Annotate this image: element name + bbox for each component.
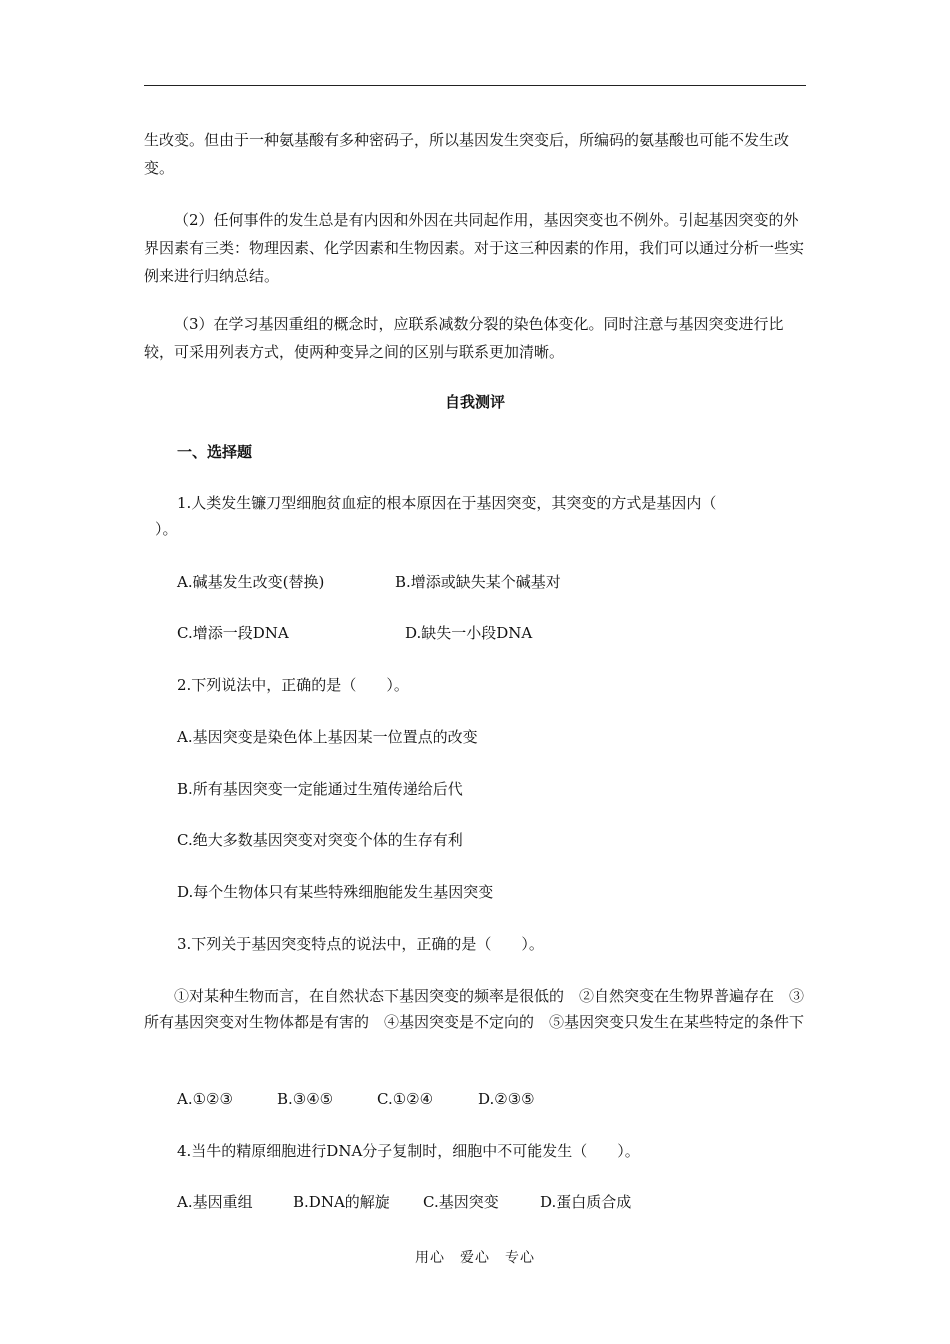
page-footer: 用心 爱心 专心 bbox=[415, 1250, 535, 1266]
part-title: 一、选择题 bbox=[177, 443, 253, 461]
section-title: 自我测评 bbox=[444, 393, 505, 411]
paragraph-2: （2）任何事件的发生总是有内因和外因在共同起作用，基因突变也不例外。引起基因突变的外界因素有三类：物理因素、化学因素和生物因素。对于这三种因素的作用，我们可以通过分析一些实例来进行归纳总结。 bbox=[144, 211, 805, 285]
header-rule bbox=[144, 85, 806, 86]
question-3-option-d: D.②③⑤ bbox=[478, 1090, 535, 1108]
question-3-option-a: A.①②③ bbox=[177, 1090, 233, 1108]
question-4-option-d: D.蛋白质合成 bbox=[540, 1193, 632, 1211]
question-1-stem-line1: 1.人类发生镰刀型细胞贫血症的根本原因在于基因突变，其突变的方式是基因内（ bbox=[177, 494, 717, 512]
question-3-option-b: B.③④⑤ bbox=[277, 1090, 334, 1108]
question-4-option-a: A.基因重组 bbox=[177, 1193, 253, 1211]
question-4-stem: 4.当牛的精原细胞进行DNA分子复制时，细胞中不可能发生（ ）。 bbox=[177, 1142, 640, 1160]
question-2-option-b: B.所有基因突变一定能通过生殖传递给后代 bbox=[177, 780, 463, 798]
question-2-stem: 2.下列说法中，正确的是（ ）。 bbox=[177, 676, 409, 694]
question-3-option-c: C.①②④ bbox=[377, 1090, 434, 1108]
question-1-option-b: B.增添或缺失某个碱基对 bbox=[395, 573, 561, 591]
paragraph-3: （3）在学习基因重组的概念时，应联系减数分裂的染色体变化。同时注意与基因突变进行比较，可采用列表方式，使两种变异之间的区别与联系更加清晰。 bbox=[144, 315, 784, 361]
question-2-option-d: D.每个生物体只有某些特殊细胞能发生基因突变 bbox=[177, 883, 494, 901]
question-1-stem-line2: ）。 bbox=[155, 520, 178, 538]
question-4-option-b: B.DNA的解旋 bbox=[293, 1193, 390, 1211]
question-3-statements: ①对某种生物而言，在自然状态下基因突变的频率是很低的 ②自然突变在生物界普遍存在 ③所有基因突变对生物体都是有害的 ④基因突变是不定向的 ⑤基因突变只发生在某些特定的条件下 bbox=[144, 987, 805, 1031]
question-1-option-d: D.缺失一小段DNA bbox=[405, 624, 533, 642]
question-2-option-c: C.绝大多数基因突变对突变个体的生存有利 bbox=[177, 831, 463, 849]
question-3-stem: 3.下列关于基因突变特点的说法中，正确的是（ ）。 bbox=[177, 935, 544, 953]
question-2-option-a: A.基因突变是染色体上基因某一位置点的改变 bbox=[177, 728, 478, 746]
question-4-option-c: C.基因突变 bbox=[423, 1193, 499, 1211]
question-1-option-a: A.碱基发生改变(替换) bbox=[177, 573, 325, 591]
paragraph-continuation: 生改变。但由于一种氨基酸有多种密码子，所以基因发生突变后，所编码的氨基酸也可能不发生改变。 bbox=[144, 131, 790, 177]
question-1-option-c: C.增添一段DNA bbox=[177, 624, 289, 642]
